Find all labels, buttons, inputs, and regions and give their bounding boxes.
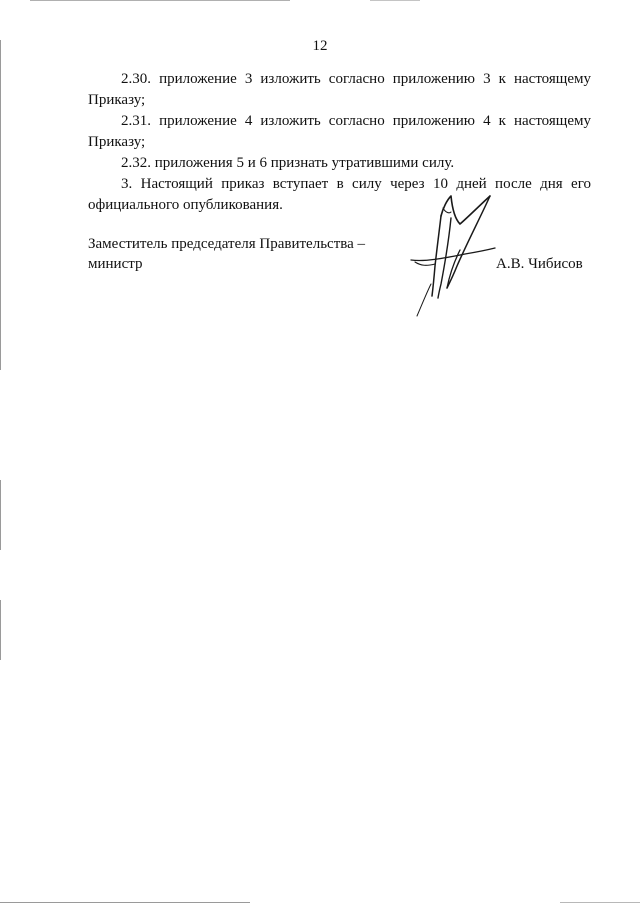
scan-edge-artifact: [0, 40, 1, 370]
scan-edge-artifact: [0, 600, 1, 660]
paragraph-2-31: 2.31. приложение 4 изложить согласно приложению 4 к настоящему Приказу;: [88, 113, 591, 150]
scan-bottom-artifact: [0, 902, 250, 903]
signer-position-line-2: министр: [88, 256, 143, 272]
signer-name: А.В. Чибисов: [496, 256, 583, 272]
page-number: 12: [312, 38, 328, 54]
paragraph-3: 3. Настоящий приказ вступает в силу через 10 дней после дня его официального опубликования.: [88, 176, 591, 213]
scan-bottom-artifact: [560, 902, 640, 903]
signer-position-line-1: Заместитель председателя Правительства –: [88, 236, 366, 252]
scan-edge-artifact: [0, 480, 1, 550]
paragraph-2-32: 2.32. приложения 5 и 6 признать утратившими силу.: [121, 155, 455, 171]
scan-top-artifact: [30, 0, 290, 1]
paragraph-2-30: 2.30. приложение 3 изложить согласно приложению 3 к настоящему Приказу;: [88, 71, 591, 108]
scan-top-artifact: [370, 0, 420, 1]
signer-position: [88, 234, 408, 274]
document-body: [88, 69, 591, 216]
